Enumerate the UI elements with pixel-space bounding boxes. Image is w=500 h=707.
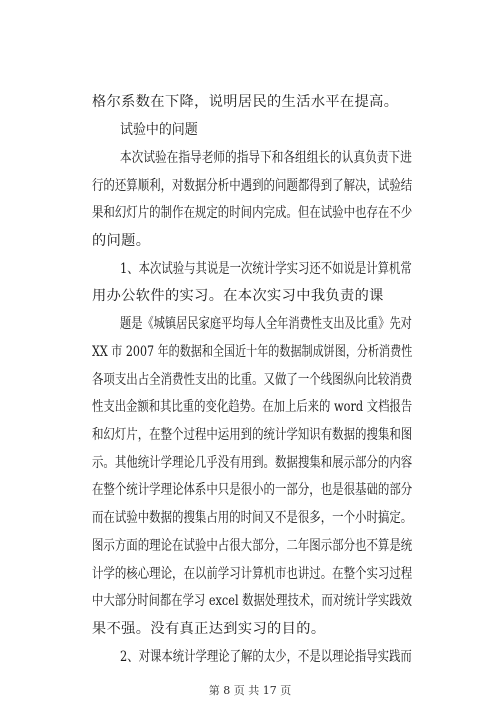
text-line: XX 市 2007 年的数据和全国近十年的数据制成饼图，分析消费性 [92,344,413,360]
text-line: 图示方面的理论在试验中占很大部分，二年图示部分也不算是统 [92,538,413,554]
text-line: 2、对课本统计学理论了解的太少，不是以理论指导实践而 [120,649,412,665]
text-line: 和幻灯片，在整个过程中运用到的统计学知识有数据的搜集和图 [92,427,413,443]
text-line: 而在试验中数据的搜集占用的时间又不是很多，一个小时搞定。 [92,510,413,526]
text-line: 果不强。没有真正达到实习的目的。 [92,621,326,637]
text-line: 的问题。 [92,233,151,249]
text-line: 中大部分时间都在学习 excel 数据处理技术，而对统计学实践效 [92,593,412,609]
text-line: 示。其他统计学理论几乎没有用到。数据搜集和展示部分的内容 [92,455,413,471]
text-line: 各项支出占全消费性支出的比重。又做了一个线图纵向比较消费 [92,372,413,388]
text-line: 果和幻灯片的制作在规定的时间内完成。但在试验中也存在不少 [92,205,413,221]
text-line: 用办公软件的实习。在本次实习中我负责的课 [92,288,384,304]
text-line: 计学的核心理论，在以前学习计算机市也讲过。在整个实习过程 [92,566,413,582]
text-line: 格尔系数在下降，说明居民的生活水平在提高。 [92,94,399,110]
text-line: 1、本次试验与其说是一次统计学实习还不如说是计算机常 [120,261,412,277]
page-footer: 第 8 页 共 17 页 [208,684,292,697]
text-line: 在整个统计学理论体系中只是很小的一部分，也是很基础的部分 [92,482,413,498]
section-heading: 试验中的问题 [120,122,198,138]
text-line: 行的还算顺利，对数据分析中遇到的问题都得到了解决，试验结 [92,178,413,194]
text-line: 题是《城镇居民家庭平均每人全年消费性支出及比重》先对 [120,316,412,332]
text-line: 本次试验在指导老师的指导下和各组组长的认真负责下进 [120,150,412,166]
text-line: 性支出金额和其比重的变化趋势。在加上后来的 word 文档报告 [92,399,413,415]
